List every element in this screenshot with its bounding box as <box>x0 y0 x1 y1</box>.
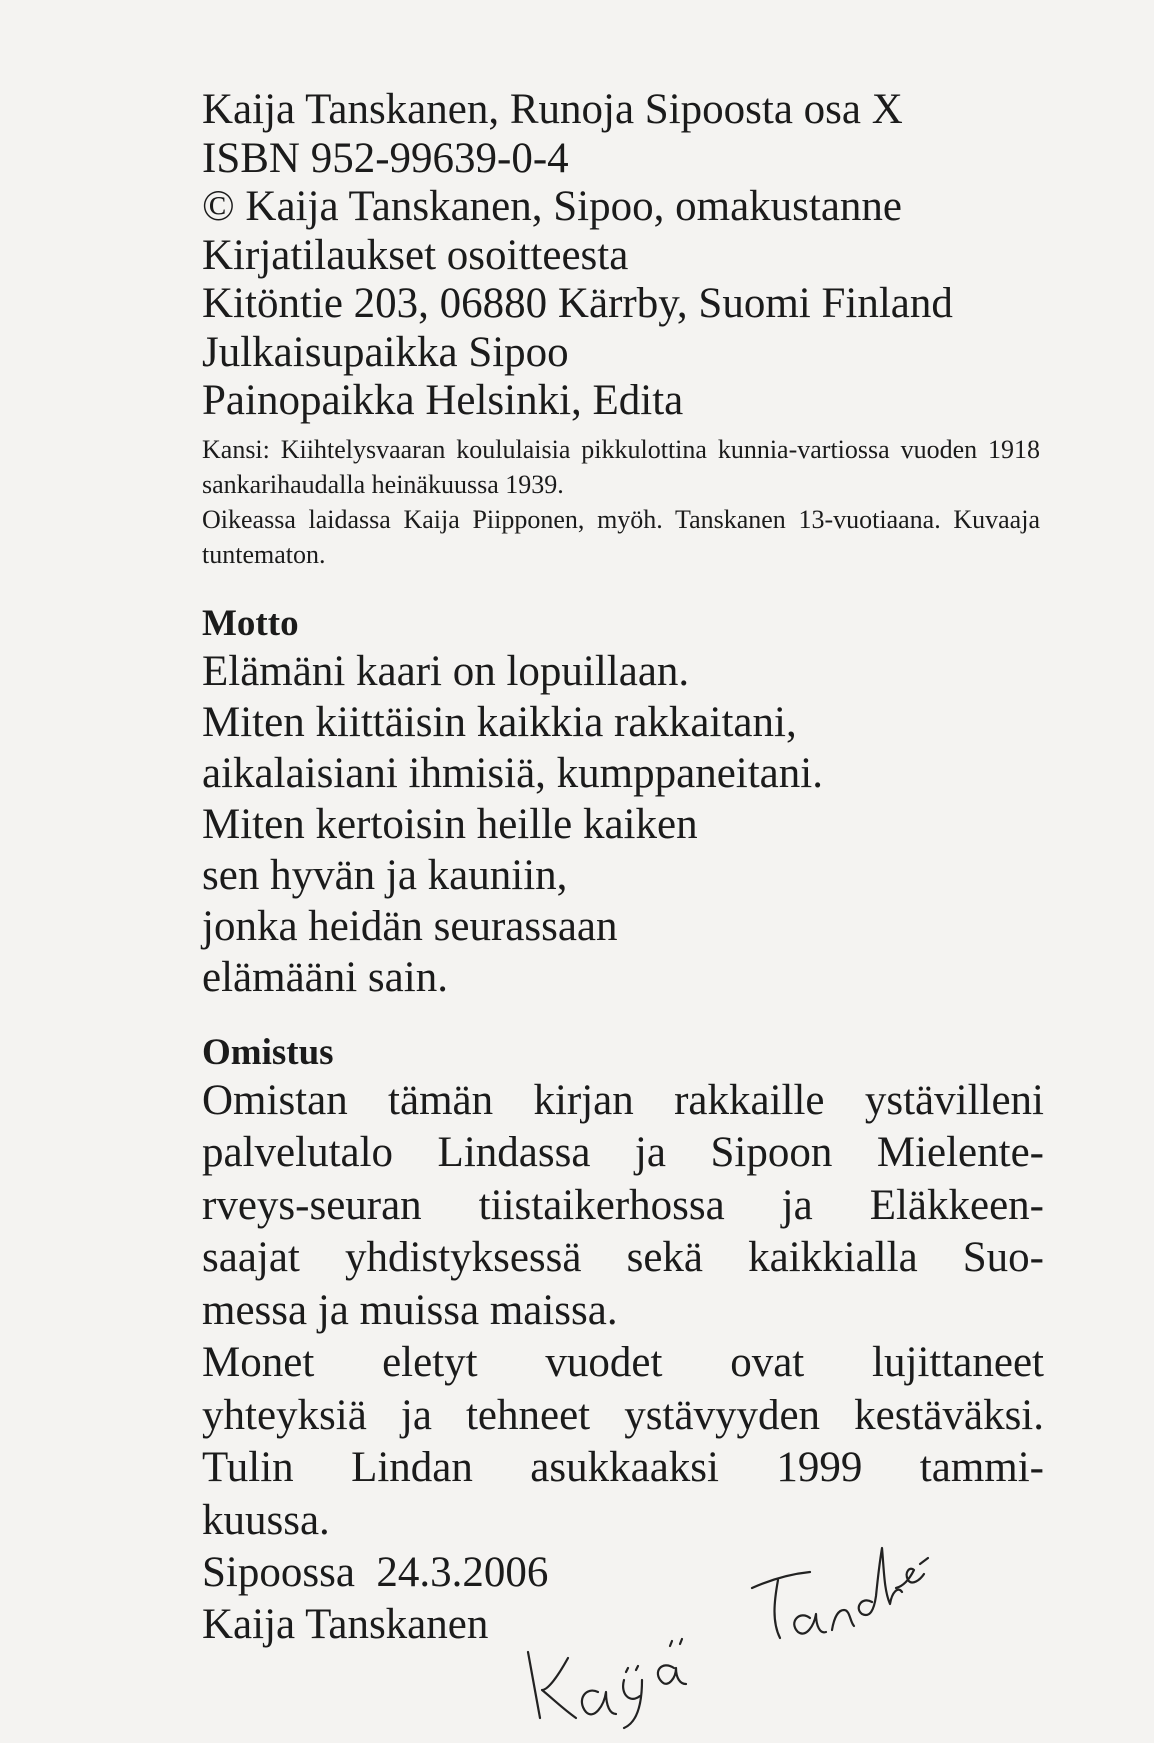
handwritten-signature <box>520 1530 940 1730</box>
imprint-title-line: Kaija Tanskanen, Runoja Sipoosta osa X <box>202 86 903 133</box>
dedication-line: kuussa. <box>202 1496 330 1544</box>
author-name: Kaija Tanskanen <box>202 1601 489 1648</box>
dedication-heading: Omistus <box>202 1031 334 1073</box>
dedication-line: messa ja muissa maissa. <box>202 1286 618 1334</box>
motto-line: aikalaisiani ihmisiä, kumppaneitani. <box>202 749 823 797</box>
motto-line: Elämäni kaari on lopuillaan. <box>202 647 690 695</box>
imprint-orders-line: Kirjatilaukset osoitteesta <box>202 231 629 279</box>
place-and-date: Sipoossa 24.3.2006 <box>202 1549 549 1596</box>
motto-poem <box>202 646 1044 1003</box>
dedication-text <box>202 1075 1044 1548</box>
dedication-line: Omistan tämän kirjan rakkaille ystävilleni <box>202 1076 1044 1124</box>
motto-line: Miten kertoisin heille kaiken <box>202 800 698 848</box>
imprint-section <box>202 86 1044 572</box>
dedication-line: Tulin Lindan asukkaaksi 1999 tammi- <box>202 1444 1044 1491</box>
motto-line: jonka heidän seurassaan <box>202 902 618 950</box>
motto-line: elämääni sain. <box>202 953 448 1001</box>
cover-caption <box>202 432 1040 572</box>
imprint-isbn-line: ISBN 952-99639-0-4 <box>202 134 569 182</box>
motto-heading: Motto <box>202 602 299 644</box>
imprint-address-line: Kitöntie 203, 06880 Kärrby, Suomi Finland <box>202 280 953 327</box>
imprint-printing-place-line: Painopaikka Helsinki, Edita <box>202 377 684 424</box>
imprint-copyright-line: © Kaija Tanskanen, Sipoo, omakustanne <box>202 183 903 230</box>
dedication-line: rveys-seuran tiistaikerhossa ja Eläkkeen- <box>202 1181 1044 1229</box>
motto-line: Miten kiittäisin kaikkia rakkaitani, <box>202 698 797 746</box>
dedication-line: yhteyksiä ja tehneet ystävyyden kestäväksi. <box>202 1391 1044 1439</box>
motto-line: sen hyvän ja kauniin, <box>202 851 568 899</box>
cover-caption-photographer: Oikeassa laidassa Kaija Piipponen, myöh. Tanskanen 13-vuotiaana. Kuvaaja tuntematon. <box>202 504 1040 569</box>
cover-caption-text: Kansi: Kiihtelysvaaran koululaisia pikkulottina kunnia-vartiossa vuoden 1918 sankarihaudalla heinäkuussa 1939. <box>202 434 1040 499</box>
dedication-line: saajat yhdistyksessä sekä kaikkialla Suo- <box>202 1234 1044 1281</box>
imprint-publication-place-line: Julkaisupaikka Sipoo <box>202 328 569 376</box>
page-content <box>202 86 1044 1651</box>
dedication-line: palvelutalo Lindassa ja Sipoon Mielente- <box>202 1129 1044 1176</box>
dedication-line: Monet eletyt vuodet ovat lujittaneet <box>202 1339 1044 1386</box>
